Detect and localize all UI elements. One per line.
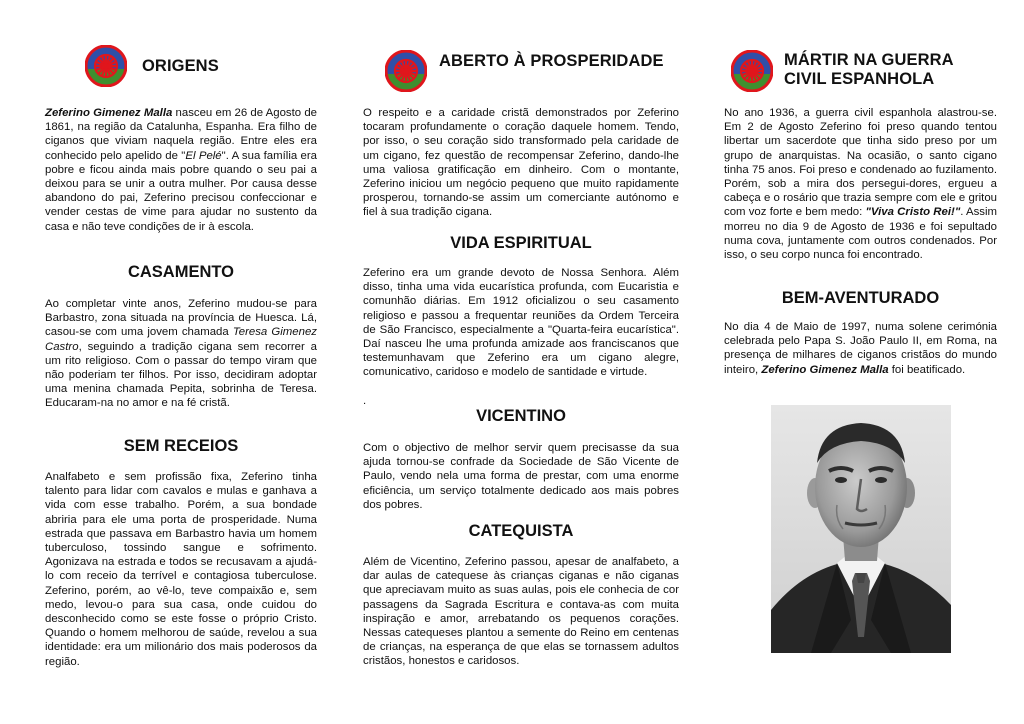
origens-heading <box>85 45 219 87</box>
vida-espiritual-heading: VIDA ESPIRITUAL <box>450 234 592 252</box>
section-title: ORIGENS <box>142 56 219 75</box>
romani-wheel-icon <box>731 50 773 92</box>
stray-dot: . <box>363 395 367 407</box>
aberto-heading <box>385 50 427 92</box>
catequista-paragraph: Além de Vicentino, Zeferino passou, apesar de analfabeto, a dar aulas de catequese às crianças ciganas e não ciganas que apreciavam muito as suas aulas, pois ele conhecia de cor passagens da Sagrada Escritura e contava-as com muita inspiração e amor, arrebatando os pequenos corações. Nessas catequeses plantou a semente do Reino em centenas de crianças, na esperança de que elas se tornassem adultos cristãos, honestos e caridosos. <box>363 556 679 668</box>
sem-receios-paragraph: Analfabeto e sem profissão fixa, Zeferino tinha talento para lidar com cavalos e mulas e ganhava a vida com esse trabalho. Porém, a sua bondade abriria para ele uma porta de prosperidade. Numa estrada que passava em Barbastro havia um homem tuberculoso, tossindo sangue e sofrimento. Agonizava na estrada e todos se recusavam a ajudá-lo com receio da terrível e contagiosa tuberculose. Zeferino, porém, ao vê-lo, teve compaixão e, sem medo, levou-o para sua casa, onde cuidou do desconhecido como se este fosse o próprio Cristo. Quando o homem melhorou de saúde, revelou a sua identidade: era um milionário dos mais poderosos da região. <box>45 471 317 668</box>
martir-paragraph: No ano 1936, a guerra civil espanhola alastrou-se. Em 2 de Agosto Zeferino foi preso quando tentou libertar um sacerdote que tinha sido preso por um grupo de anarquistas. Na ocasião, o santo cigano tinha 75 anos. Foi preso e condenado ao fuzilamento. Porém, sob a mira dos persegui-dores, ergueu a cabeça e o rosário que trazia sempre com ele e gritou com voz forte e bem medo: "Viva Cristo Rei!". Assim morreu no dia 9 de Agosto de 1936 e foi sepultado numa cova, juntamente com outros condenados. Por isso, o seu corpo nunca foi encontrado. <box>724 107 997 262</box>
romani-wheel-icon <box>85 45 127 87</box>
vicentino-paragraph: Com o objectivo de melhor servir quem precisasse da sua ajuda tornou-se confrade da Sociedade de São Vicente de Paulo, vendo nela uma forma de prestar, com uma enorme eficiência, um serviço totalmente dedicado aos mais pobres dos pobres. <box>363 442 679 511</box>
section-title: ABERTO À PROSPERIDADE <box>439 52 664 70</box>
sem-receios-heading: SEM RECEIOS <box>123 437 239 455</box>
martir-heading <box>731 50 773 92</box>
casamento-heading: CASAMENTO <box>127 263 235 281</box>
catequista-heading: CATEQUISTA <box>468 522 574 540</box>
origens-paragraph: Zeferino Gimenez Malla nasceu em 26 de Agosto de 1861, na região da Catalunha, Espanha. Era filho de ciganos que viviam naquela região. Entre eles era conhecido pelo apelido de "El Pelé". A sua família era pobre e ficou ainda mais pobre quando o seu pai a deixou para se unir a outra mulher. Por causa desse abandono do pai, Zeferino precisou confeccionar e vender cestas de vime para ajudar no sustento da casa e não teve condições de ir à escola. <box>45 107 318 233</box>
romani-wheel-icon <box>385 50 427 92</box>
vida-espiritual-paragraph: Zeferino era um grande devoto de Nossa Senhora. Além disso, tinha uma vida eucarística profunda, com Eucaristia e comunhão diárias. Em 1912 oficializou o seu casamento religioso e passou a frequentar reuniões da Ordem Terceira de São Francisco, especialmente a "Quarta-feira eucarística". Daí nasceu lhe uma profunda amizade aos franciscanos que testemunhavam que Zeferino era um cigano alegre, comunicativo, caridoso e modelo de santidade e virtude. <box>363 267 679 379</box>
bem-aventurado-heading: BEM-AVENTURADO <box>781 289 940 307</box>
casamento-paragraph: Ao completar vinte anos, Zeferino mudou-se para Barbastro, zona situada na província de Huesca. Lá, casou-se com uma jovem chamada Teresa Gimenez Castro, seguindo a tradição cigana sem recorrer a um rito religioso. Com o passar do tempo viram que não poderiam ter filhos. Por isso, decidiram adoptar uma menina chamada Pepita, sobrinha de Teresa. Educaram-na no amor e na fé cristã. <box>45 298 317 410</box>
aberto-paragraph: O respeito e a caridade cristã demonstrados por Zeferino tocaram profundamente o coração daquele homem. Tendo, por isso, o seu coração sido transformado pela caridade de um cigano, fez questão de recompensar Zeferino, dando-lhe uma valiosa gratificação em dinheiro. Com o montante, Zeferino iniciou um negócio pequeno que muito rapidamente prosperou, tornando-se assim um comerciante autónomo e fiel à sua tradição cigana. <box>363 107 679 219</box>
portrait-photo <box>771 405 951 653</box>
bem-aventurado-paragraph: No dia 4 de Maio de 1997, numa solene cerimónia celebrada pelo Papa S. João Paulo II, em Roma, na presença de milhares de ciganos cristãos do mundo inteiro, Zeferino Gimenez Malla foi beatificado. <box>724 321 997 376</box>
martir-title: MÁRTIR NA GUERRA CIVIL ESPANHOLA <box>784 51 954 88</box>
vicentino-heading: VICENTINO <box>476 407 566 425</box>
